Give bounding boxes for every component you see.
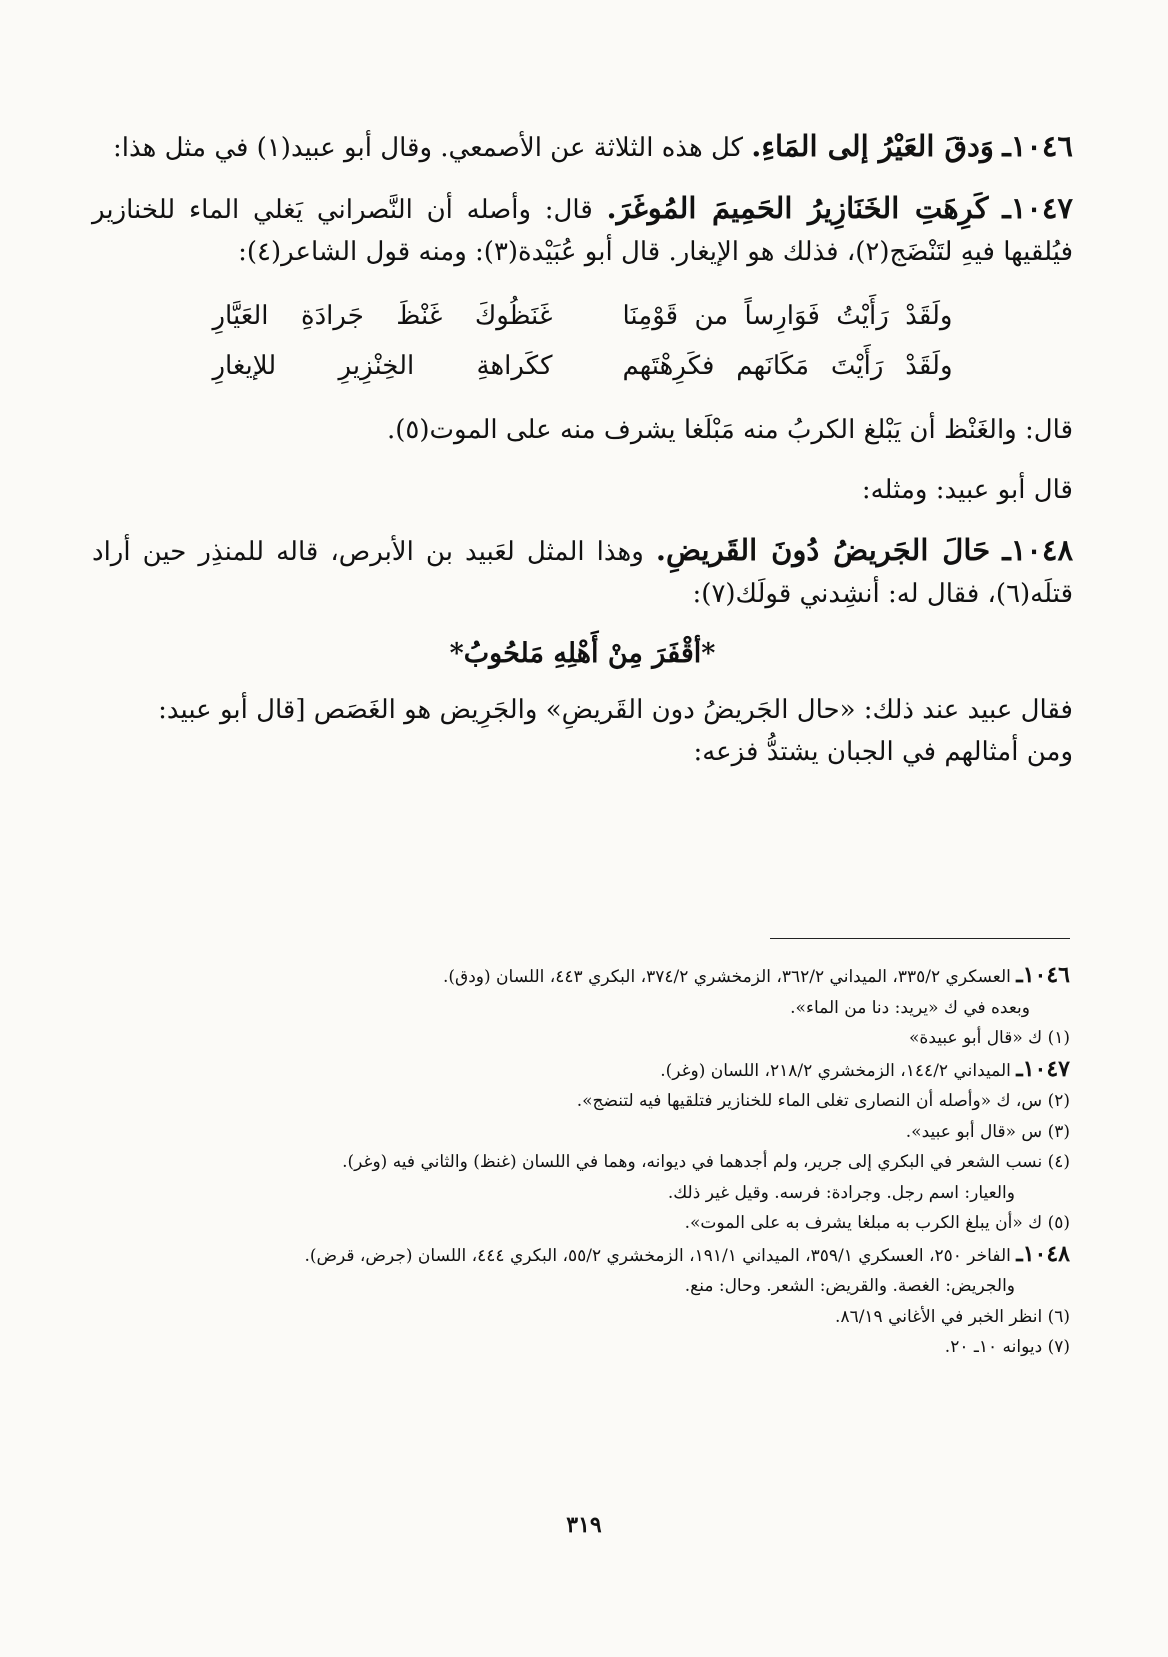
text-line: ومن أمثالهم في الجبان يشتدُّ فزعه: bbox=[693, 737, 1073, 767]
page-number: ٣١٩ bbox=[566, 1512, 602, 1538]
note-text: العسكري ٣٣٥/٢، الميداني ٣٦٢/٢، الزمخشري ٣٧٤/٢، البكري ٤٤٣، اللسان (ودق). bbox=[443, 967, 1011, 987]
footnote: (٢) س، ك «وأصله أن النصارى تغلى الماء للخنازير فتلقيها فيه لتنضج». bbox=[576, 1091, 1070, 1111]
verse-second-hemistich: غَنَظُوكَ غَنْظَ جَرادَةِ العَيَّارِ bbox=[212, 301, 553, 331]
note-number: ١٠٤٦ـ bbox=[1016, 962, 1070, 988]
entry-number: ١٠٤٧ـ bbox=[1002, 191, 1073, 225]
footnote: (٦) انظر الخبر في الأغاني ٨٦/١٩. bbox=[835, 1306, 1070, 1327]
entry-text: كل هذه الثلاثة عن الأصمعي. وقال أبو عبيد(١) في مثل هذا: bbox=[112, 133, 744, 163]
entry-1047 bbox=[92, 187, 1073, 273]
text-line: فقال عبيد عند ذلك: «حال الجَريضُ دون القَريضِ» والجَرِيض هو الغَصَص [قال أبو عبيد: bbox=[158, 695, 1073, 725]
entry-text: وهذا المثل لعَبيد بن الأبرص، قاله للمنذِر حين أراد قتلَه(٦)، فقال له: أنشِدني قولَك(٧): bbox=[92, 537, 1073, 609]
proverb: حَالَ الجَريضُ دُونَ القَريضِ. bbox=[655, 533, 991, 567]
main-text bbox=[92, 125, 1073, 791]
entry-1046 bbox=[92, 125, 1073, 169]
footnote: (٤) نسب الشعر في البكري إلى جرير، ولم أجدهما في ديوانه، وهما في اللسان (غنظ) والثاني فيه (وغر). bbox=[342, 1152, 1070, 1172]
text-line: قال أبو عبيد: ومثله: bbox=[861, 475, 1073, 505]
footnote-divider bbox=[770, 938, 1070, 939]
verse-second-hemistich: ككَراهةِ الخِنْزِيرِ للإيغارِ bbox=[212, 351, 553, 381]
verse-line bbox=[92, 291, 1073, 341]
proverb: كَرِهَتِ الخَنَازِيرُ الحَمِيمَ المُوغَرَ. bbox=[606, 191, 989, 225]
footnote: (٣) س «قال أبو عبيد». bbox=[905, 1121, 1070, 1142]
note-text: والعيار: اسم رجل. وجرادة: فرسه. وقيل غير ذلك. bbox=[667, 1182, 1015, 1203]
footnotes bbox=[104, 960, 1070, 1363]
verse-first-hemistich: ولَقَدْ رَأَيْتُ فَوَارِساً من قَوْمِنَا bbox=[622, 301, 953, 331]
note-text: وبعده في ك «يريد: دنا من الماء». bbox=[790, 997, 1030, 1018]
note-1047 bbox=[104, 1054, 1070, 1087]
note-1048 bbox=[104, 1239, 1070, 1272]
note-text: الميداني ١٤٤/٢، الزمخشري ٢١٨/٢، اللسان (وغر). bbox=[660, 1060, 1011, 1081]
entry-text: قال: وأصله أن النَّصراني يَغلي الماء للخنازير فيُلقيها فيهِ لتَنْضَج(٢)، فذلك هو الإيغار. قال أبو عُبَيْدة(٣): ومنه قول الشاعر(٤): bbox=[92, 195, 1073, 267]
poem-verses bbox=[92, 291, 1073, 391]
note-number: ١٠٤٨ـ bbox=[1016, 1240, 1070, 1267]
note-text: الفاخر ٢٥٠، العسكري ٣٥٩/١، الميداني ١٩١/١، الزمخشري ٥٥/٢، البكري ٤٤٤، اللسان (جرض، قرض). bbox=[304, 1245, 1011, 1266]
entry-1048 bbox=[92, 529, 1073, 615]
note-number: ١٠٤٧ـ bbox=[1016, 1055, 1070, 1082]
verse-first-hemistich: ولَقَدْ رَأَيْتَ مَكَانَهم فكَرِهْتَهم bbox=[622, 351, 953, 381]
footnote: (٧) ديوانه ١٠ـ ٢٠. bbox=[944, 1337, 1070, 1357]
entry-number: ١٠٤٨ـ bbox=[1002, 533, 1074, 567]
footnote: (١) ك «قال أبو عبيدة» bbox=[909, 1028, 1070, 1048]
entry-number: ١٠٤٦ـ bbox=[1002, 129, 1073, 163]
note-text: والجريض: الغصة. والقريض: الشعر. وحال: منع. bbox=[684, 1276, 1015, 1296]
text-line: قال: والغَنْظ أن يَبْلغ الكربُ منه مَبْلَغا يشرف منه على الموت(٥). bbox=[387, 415, 1073, 445]
half-verse: *أقْفَرَ مِنْ أَهْلِهِ مَلحُوبُ* bbox=[449, 638, 716, 669]
footnote: (٥) ك «أن يبلغ الكرب به مبلغا يشرف به على الموت». bbox=[684, 1213, 1070, 1233]
proverb: وَدقَ العَيْرُ إلى المَاءِ. bbox=[751, 129, 994, 163]
note-1046 bbox=[104, 960, 1070, 993]
verse-line bbox=[92, 341, 1073, 391]
